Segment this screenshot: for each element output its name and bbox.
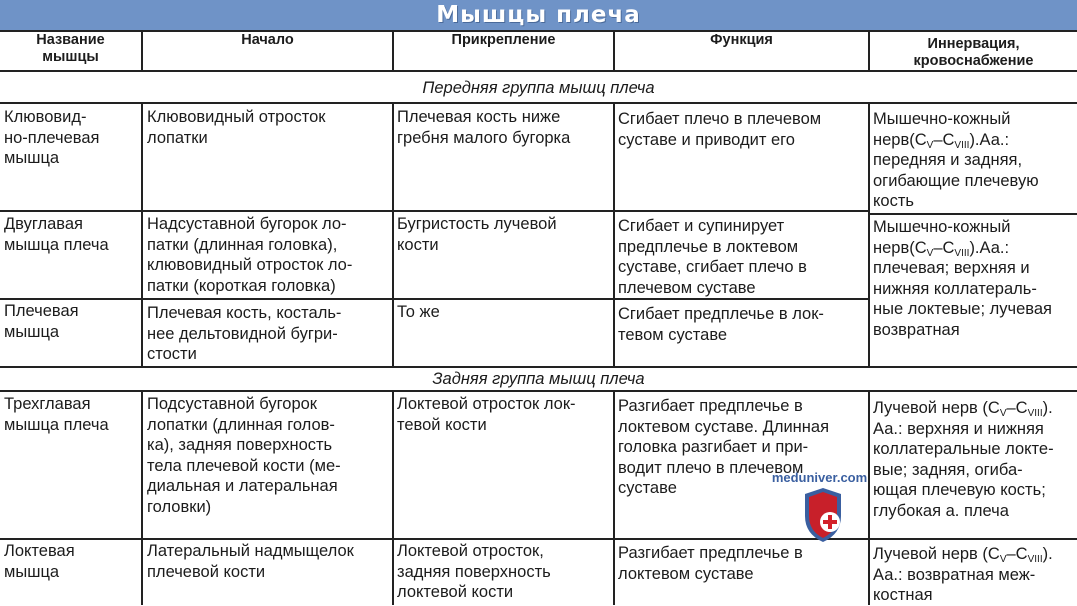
row-0-innervation: Мышечно-кожный $нерв(C_V-C_{VIII}).Аа$.: передняя и задняя, огибающие плечевую кость: [873, 110, 1039, 210]
row-3-innervation: Лучевой нерв $(C_V-C_{VIII})$. Аа.: верхняя и нижняя коллатеральные локте- вые; задняя, огиба- ющая плечевую кость; глубокая а. плеча: [873, 399, 1054, 520]
page-title: Мышцы плеча: [436, 2, 641, 28]
header-function: Функция: [710, 32, 773, 48]
table-line: [868, 102, 870, 366]
row-1-innervation: Мышечно-кожный $нерв(C_V-C_{VIII}).Аа$.: плечевая; верхняя и нижняя коллатераль- ные локтевые; лучевая возвратная: [873, 218, 1052, 339]
watermark-logo: [752, 470, 887, 550]
row-0-insertion: Плечевая кость ниже гребня малого бугорка: [397, 108, 571, 147]
row-4-name: Локтевая мышца: [4, 542, 75, 581]
watermark-text: meduniver.com: [771, 470, 868, 485]
row-2-function: Сгибает предплечье в лок- тевом суставе: [618, 305, 824, 344]
row-4-function: Разгибает предплечье в локтевом суставе: [618, 544, 803, 583]
row-0-name: Клювовид- но-плечевая мышца: [4, 108, 100, 167]
header-innervation: Иннервация, кровоснабжение: [913, 36, 1034, 69]
row-3-origin: Подсуставной бугорок лопатки (длинная голов- ка), задняя поверхность тела плечевой кости (ме- диальная и латеральная головки): [147, 395, 341, 516]
row-4-origin: Латеральный надмыщелок плечевой кости: [147, 542, 354, 581]
row-3-function: Разгибает предплечье в локтевом суставе. Длинная головка разгибает и при- водит плечо в плечевом суставе: [618, 397, 830, 497]
row-1-insertion: Бугристость лучевой кости: [397, 215, 557, 254]
table-line: [0, 366, 1077, 368]
table-line: [392, 102, 394, 366]
group-heading-posterior: Задняя группа мышц плеча: [432, 370, 645, 388]
row-2-origin: Плечевая кость, косталь- нее дельтовидной бугри- стости: [147, 304, 342, 363]
header-name: Название мышцы: [36, 32, 105, 65]
table-line: [0, 298, 870, 300]
row-4-innervation: Лучевой нерв $(C_V-C_{VIII})$. Аа.: возвратная меж- костная: [873, 545, 1053, 604]
shield-icon: [802, 486, 844, 544]
table-line: [0, 210, 870, 212]
row-2-name: Плечевая мышца: [4, 302, 79, 341]
row-3-insertion: Локтевой отросток лок- тевой кости: [397, 395, 576, 434]
row-0-function: Сгибает плечо в плечевом суставе и приводит его: [618, 110, 822, 149]
row-0-origin: Клювовидный отросток лопатки: [147, 108, 326, 147]
title-bar: [0, 0, 1077, 30]
table-line: [613, 102, 615, 366]
table-line: [392, 390, 394, 605]
table-line: [0, 70, 1077, 72]
header-insertion: Прикрепление: [451, 32, 556, 48]
table-line: [0, 538, 1077, 540]
row-2-insertion: То же: [397, 303, 440, 321]
table-line: [0, 102, 1077, 104]
muscles-table: [0, 30, 1077, 605]
row-1-function: Сгибает и супинирует предплечье в локтевом суставе, сгибает плечо в плечевом суставе: [618, 217, 807, 297]
table-line: [141, 390, 143, 605]
table-line: [141, 102, 143, 366]
row-1-origin: Надсуставной бугорок ло- патки (длинная головка), клювовидный отросток ло- патки (короткая головка): [147, 215, 353, 295]
header-origin: Начало: [241, 32, 294, 48]
row-1-name: Двуглавая мышца плеча: [4, 215, 109, 254]
table-line: [870, 213, 1077, 215]
row-3-name: Трехглавая мышца плеча: [4, 395, 109, 434]
table-line: [0, 390, 1077, 392]
group-heading-anterior: Передняя группа мышц плеча: [422, 79, 655, 97]
table-line: [613, 390, 615, 605]
row-4-insertion: Локтевой отросток, задняя поверхность локтевой кости: [397, 542, 551, 601]
